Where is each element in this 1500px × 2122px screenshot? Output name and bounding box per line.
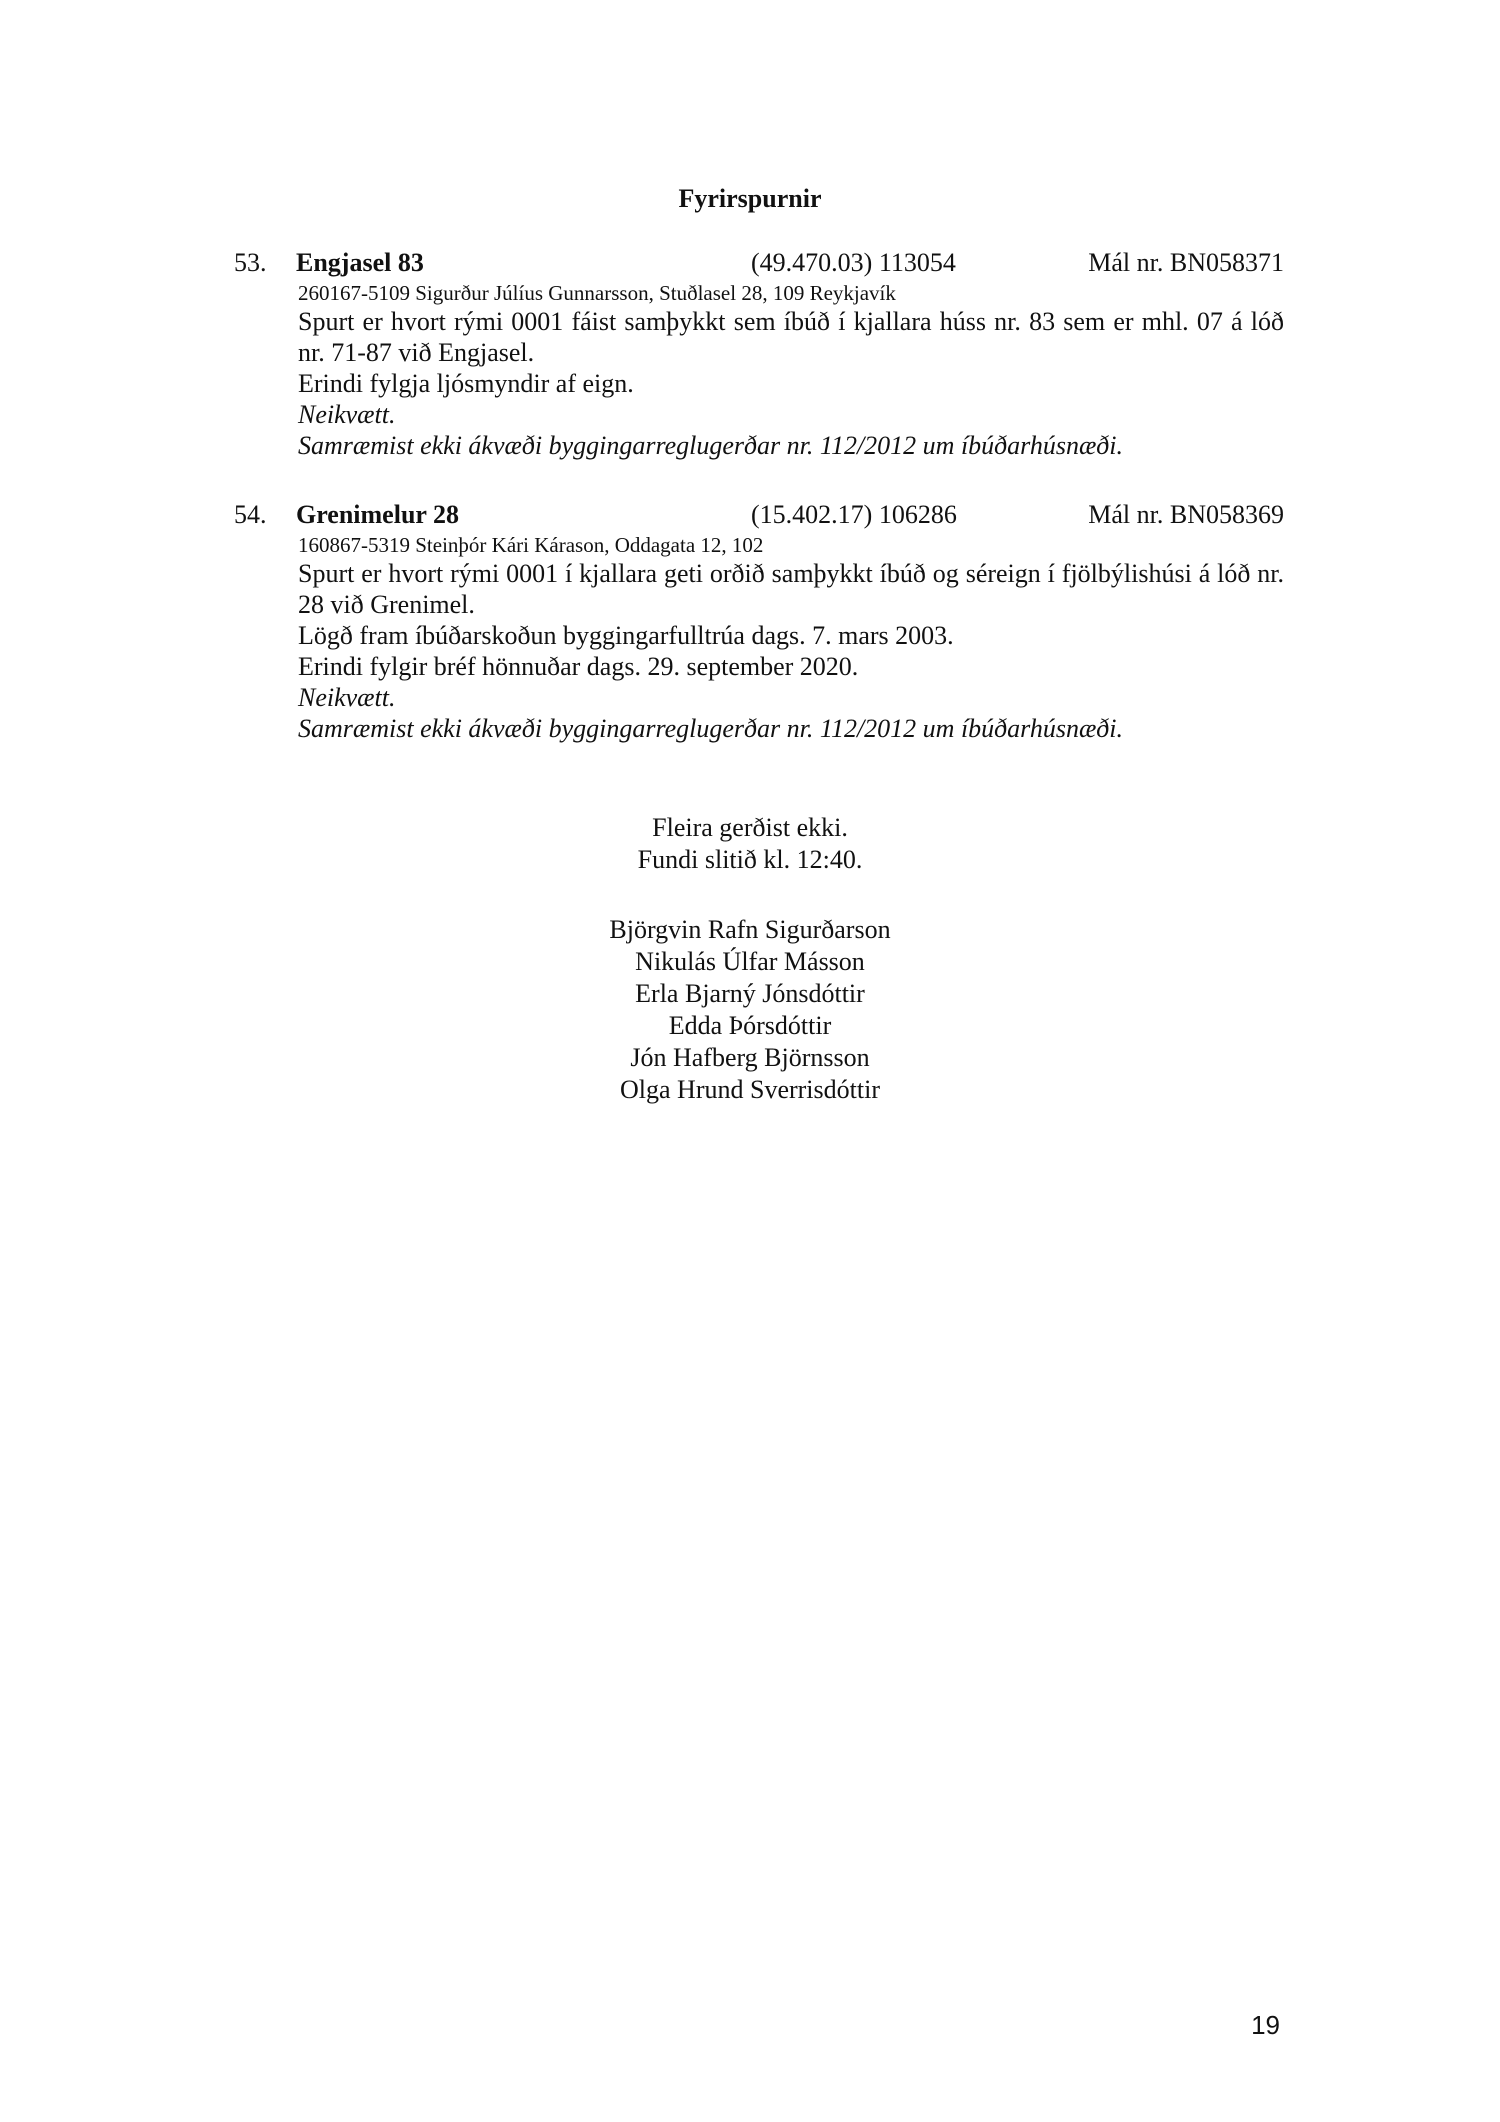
property-reference: (49.470.03) 113054 [751, 248, 956, 277]
item-header [234, 246, 1284, 280]
case-number: Mál nr. BN058371 [1088, 248, 1284, 277]
signatory-name: Jón Hafberg Björnsson [630, 1043, 870, 1072]
verdict: Neikvætt. [298, 400, 396, 429]
closing-line: Fleira gerðist ekki. [652, 813, 848, 842]
verdict-reason: Samræmist ekki ákvæði byggingarreglugerðar nr. 112/2012 um íbúðarhúsnæði. [298, 431, 1124, 460]
signatory-name: Olga Hrund Sverrisdóttir [620, 1075, 880, 1104]
signature-list [0, 914, 1500, 1106]
verdict: Neikvætt. [298, 683, 396, 712]
property-name: Grenimelur 28 [296, 500, 459, 529]
case-item-53 [234, 246, 1284, 461]
attachment-text: Erindi fylgir bréf hönnuðar dags. 29. september 2020. [298, 652, 859, 681]
request-text: Spurt er hvort rými 0001 fáist samþykkt sem íbúð í kjallara húss nr. 83 sem er mhl. 07 á lóð nr. 71-87 við Engjasel. [298, 307, 1284, 367]
applicant-line: 160867-5319 Steinþór Kári Kárason, Oddagata 12, 102 [298, 533, 764, 557]
section-title: Fyrirspurnir [678, 184, 822, 213]
verdict-reason: Samræmist ekki ákvæði byggingarreglugerðar nr. 112/2012 um íbúðarhúsnæði. [298, 714, 1124, 743]
request-text: Spurt er hvort rými 0001 í kjallara geti orðið samþykkt íbúð og séreign í fjölbýlishúsi á lóð nr. 28 við Grenimel. [298, 559, 1284, 619]
signatory-name: Erla Bjarný Jónsdóttir [635, 979, 865, 1008]
case-item-54 [234, 498, 1284, 744]
signatory-name: Edda Þórsdóttir [668, 1011, 832, 1040]
item-body [298, 280, 1284, 461]
meeting-closing [0, 812, 1500, 876]
property-reference: (15.402.17) 106286 [751, 500, 957, 529]
inspection-text: Lögð fram íbúðarskoðun byggingarfulltrúa dags. 7. mars 2003. [298, 621, 954, 650]
property-name: Engjasel 83 [296, 248, 424, 277]
item-header [234, 498, 1284, 532]
signatory-name: Björgvin Rafn Sigurðarson [609, 915, 891, 944]
item-body [298, 532, 1284, 744]
signatory-name: Nikulás Úlfar Másson [635, 947, 865, 976]
page-number: 19 [1251, 2010, 1280, 2040]
case-number: Mál nr. BN058369 [1088, 500, 1284, 529]
closing-time-line: Fundi slitið kl. 12:40. [637, 845, 863, 874]
attachment-text: Erindi fylgja ljósmyndir af eign. [298, 369, 634, 398]
applicant-line: 260167-5109 Sigurður Júlíus Gunnarsson, Stuðlasel 28, 109 Reykjavík [298, 281, 896, 305]
item-number: 54. [234, 500, 267, 529]
item-number: 53. [234, 248, 267, 277]
